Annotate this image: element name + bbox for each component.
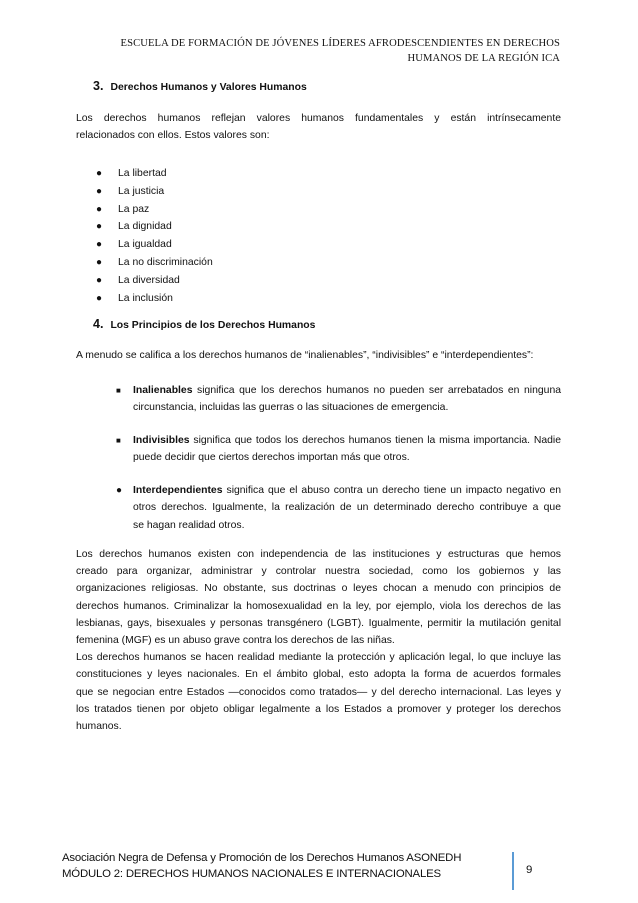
list-item: ● La libertad: [96, 165, 213, 183]
section-3-heading: [93, 79, 307, 93]
header-line-1: ESCUELA DE FORMACIÓN DE JÓVENES LÍDERES AFRODESCENDIENTES EN DERECHOS: [120, 38, 560, 49]
document-page: ESCUELA DE FORMACIÓN DE JÓVENES LÍDERES AFRODESCENDIENTES EN DERECHOS HUMANOS DE LA REGIÓN ICA 3. Derechos Humanos y Valores Humanos Los derechos humanos reflejan valores humanos fundamentales y están intrínsecamente relacionados con ellos. Estos valores son: ● La libertad ● La justicia ● La paz ● La dignidad ● La igualdad ● La no discriminación ● La diversidad ● La inclusión 4. Los Principios de los Derechos Humanos A menudo se califica a los derechos humanos de “inalienables”, “indivisibles” e “interdependientes”: ■ Inalienables significa que los derechos humanos no pueden ser arrebatados en ninguna circunstancia, incluidas las guerras o las situaciones de emergencia. ■ Indivisibles significa que todos los derechos humanos tienen la misma importancia. Nadie puede decidir que ciertos derechos importan más que otros. ● Interdependientes significa que el abuso contra un derecho tiene un impacto negativo en otros derechos. Igualmente, la realización de un determinado derecho contribuye a que se hagan realidad otros. Los derechos humanos existen con independencia de las instituciones y estructuras que hemos creado para organizar, administrar y controlar nuestra sociedad, como los gobiernos y las organizaciones religiosas. No obstante, sus doctrinas o leyes chocan a menudo con principios de derechos humanos. Criminalizar la homosexualidad en la ley, por ejemplo, viola los derechos de las lesbianas, gays, bisexuales y personas transgénero (LGBT). Igualmente, permitir la mutilación genital femenina (MGF) es un abuso grave contra los derechos de las niñas. Los derechos humanos se hacen realidad mediante la protección y aplicación legal, lo que incluye las constituciones y leyes nacionales. En el ámbito global, esto adopta la forma de acuerdos formales que se negocian entre Estados —conocidos como tratados— y del derecho internacional. Las leyes y los tratados tienen por objeto obligar legalmente a los Estados a promover y proteger los derechos humanos. Asociación Negra de Defensa y Promoción de los Derechos Humanos ASONEDH MÓDULO 2: DERECHOS HUMANOS NACIONALES E INTERNACIONALES 9: [0, 0, 638, 903]
paragraph-line: lesbianas, gays, bisexuales y personas transgénero (LGBT). Igualmente, permitir la mutilación genital: [76, 617, 561, 629]
bullet-icon: ●: [96, 185, 103, 197]
paragraph-line: Los derechos humanos reflejan valores humanos fundamentales y están intrínsecamente: [76, 113, 561, 124]
page-number-divider: [512, 852, 514, 890]
paragraph-line: humanos.: [76, 721, 122, 733]
square-bullet-icon: ■: [116, 436, 121, 445]
paragraph-line: creado para organizar, administrar y controlar nuestra sociedad, como los gobiernos y las: [76, 566, 561, 578]
list-item: ● La justicia: [96, 183, 213, 201]
paragraph-line: derechos humanos. Criminalizar la homosexualidad en la ley, por ejemplo, viola los derechos de las: [76, 600, 561, 612]
section-3-number: 3.: [93, 79, 104, 93]
page-number: 9: [526, 864, 533, 876]
paragraph-line: los tratados tienen por objeto obligar legalmente a los Estados a promover y proteger los derechos: [76, 703, 561, 715]
section-3-intro: [76, 110, 561, 144]
paragraph-line: constituciones y leyes nacionales. En el ámbito global, esto adopta la forma de acuerdos formales: [76, 669, 561, 681]
section-4-body: [76, 546, 561, 735]
footer-org: Asociación Negra de Defensa y Promoción de los Derechos Humanos ASONEDH: [62, 852, 462, 864]
list-item: ● La diversidad: [96, 272, 213, 290]
paragraph-line: femenina (MGF) es un abuso grave contra los derechos de las niñas.: [76, 635, 395, 647]
list-item: ● La paz: [96, 201, 213, 219]
paragraph-line: relacionados con ellos. Estos valores son:: [76, 130, 270, 142]
paragraph-line: Los derechos humanos existen con independencia de las instituciones y estructuras que hemos: [76, 549, 561, 560]
section-3-title: Derechos Humanos y Valores Humanos: [110, 82, 307, 93]
principle-term: Interdependientes: [133, 485, 223, 496]
paragraph-line: A menudo se califica a los derechos humanos de “inalienables”, “indivisibles” e “interdependientes”:: [76, 350, 534, 361]
section-4-number: 4.: [93, 317, 104, 331]
bullet-icon: ●: [96, 203, 103, 215]
bullet-icon: ●: [96, 274, 103, 286]
bullet-icon: ●: [96, 239, 103, 251]
principle-term: Indivisibles: [133, 435, 190, 446]
square-bullet-icon: ■: [116, 386, 121, 395]
section-4-heading: [93, 317, 315, 331]
footer-module: MÓDULO 2: DERECHOS HUMANOS NACIONALES E INTERNACIONALES: [62, 868, 441, 880]
list-item: ● La inclusión: [96, 290, 213, 308]
header-line-2: HUMANOS DE LA REGIÓN ICA: [407, 53, 560, 64]
list-item: ● La dignidad: [96, 218, 213, 236]
principle-term: Inalienables: [133, 385, 193, 396]
paragraph-line: organizaciones religiosas. No obstante, sus doctrinas o leyes chocan a menudo con principios de: [76, 583, 561, 595]
bullet-icon: ●: [96, 256, 103, 268]
section-4-intro: [76, 347, 561, 364]
bullet-icon: ●: [96, 292, 103, 304]
paragraph-line: que se negocian entre Estados —conocidos como tratados— y del derecho internacional. Las leyes y: [76, 686, 561, 698]
paragraph-line: Los derechos humanos se hacen realidad mediante la protección y aplicación legal, lo que incluye las: [76, 652, 561, 664]
values-list: [96, 165, 213, 307]
bullet-icon: ●: [96, 168, 103, 179]
bullet-icon: ●: [116, 485, 123, 496]
section-4-title: Los Principios de los Derechos Humanos: [110, 320, 316, 331]
list-item: ● La igualdad: [96, 236, 213, 254]
list-item: ● La no discriminación: [96, 254, 213, 272]
bullet-icon: ●: [96, 221, 103, 233]
page-header: [90, 36, 560, 66]
page-footer: [62, 850, 461, 882]
